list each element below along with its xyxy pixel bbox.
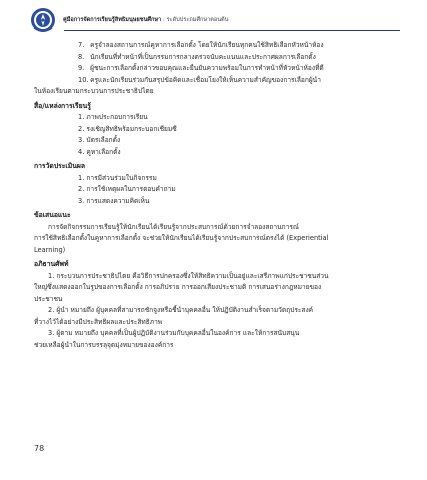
media-item: 2. รงเชิญสิทธิพร้อมกระบอกเชียมซี [78,124,177,133]
suggestion-line: การจัดกิจกรรมการเรียนรู้ให้นักเรียนได้เรียนรู้จากประสบการณ์ด้วยการจำลองสถานการณ์ [48,222,299,231]
evaluation-heading: การวัดประเมินผล [34,162,86,170]
header-title: คู่มือการจัดการเรียนรู้สิทธิมนุษยชนศึกษา [63,17,162,23]
glossary-line: 2. ผู้นำ หมายถึง ผู้บุคคลที่สามารถชักจูงหรือชี้นำบุคคลอื่น ให้ปฏิบัติงานสำเร็จตามวัตถุประสงค์ [48,306,314,314]
step-item: 9. ผู้ชนะการเลือกตั้งกล่าวขอบคุณและยืนยันความพร้อมในการทำหน้าที่หัวหน้าห้องที่ดี [78,64,324,72]
evaluation-item: 3. การแสดงความคิดเห็น [78,196,150,205]
page-content [34,40,394,351]
header-subtitle: : ระดับประถมศึกษาตอนต้น [161,17,229,23]
suggestion-line: Learning) [34,245,66,254]
header-text [63,16,228,24]
glossary-line: ประชาชน [34,294,63,303]
glossary-heading: อภิธานศัพท์ [34,260,69,268]
step-item: 7. ครูจำลองสถานการณ์คูหาการเลือกตั้ง โดยให้นักเรียนทุกคนใช้สิทธิเลือกหัวหน้าห้อง [78,41,324,49]
glossary-line: ช่วยเหลือผู้นำในการบรรลุจุดมุ่งหมายขององค์การ [34,340,174,349]
media-heading: สื่อ/แหล่งการเรียนรู้ [34,101,91,110]
suggestion-heading: ข้อเสนอแนะ [34,211,71,219]
evaluation-item: 2. การใช้เหตุผลในการตอบคำถาม [78,185,176,193]
media-item: 4. คูหาเลือกตั้ง [78,147,121,156]
page-header [30,6,400,36]
evaluation-item: 1. การมีส่วนร่วมในกิจกรรม [78,173,157,182]
glossary-line: ใหญ่ซึ่งแสดงออกในรูปของการเลือกตั้ง การอภิปราย การออกเสียงประชามติ การเสนอร่างกฎหมายของ [34,283,322,291]
page-number: 78 [34,444,45,453]
header-divider [64,30,400,31]
step-item: 10. ครูและนักเรียนร่วมกันสรุปข้อคิดและเชื่อมโยงให้เห็นความสำคัญของการเลือกผู้นำ [78,75,321,84]
seal-logo-icon [30,6,56,34]
media-item: 1. ภาพประกอบการเรียน [78,113,148,121]
glossary-line: 3. ผู้ตาม หมายถึง บุคคลที่เป็นผู้ปฏิบัติงานร่วมกับบุคคลอื่นในองค์การ และให้การสนับสนุน [48,329,300,337]
suggestion-line: การใช้สิทธิเลือกตั้งในคูหาการเลือกตั้ง จะช่วยให้นักเรียนได้เรียนรู้จากประสบการณ์ตรงได้ (Experiential [34,234,329,242]
glossary-line: 1. กระบวนการประชาธิปไตย คือวิธีการปกครองซึ่งให้สิทธิความเป็นอยู่และเสรีภาพแก่ประชาชนส่วน [48,271,329,280]
step-item: 8. นักเรียนที่ทำหน้าที่เป็นกรรมการกลางตรวจนับคะแนนและประกาศผลการเลือกตั้ง [78,52,316,61]
glossary-line: ที่วางไว้ได้อย่างมีประสิทธิผลและประสิทธิภาพ [34,317,163,326]
step-item-continuation: ในห้องเรียนตามกระบวนการประชาธิปไตย [34,87,154,95]
media-item: 3. บัตรเลือกตั้ง [78,136,121,144]
